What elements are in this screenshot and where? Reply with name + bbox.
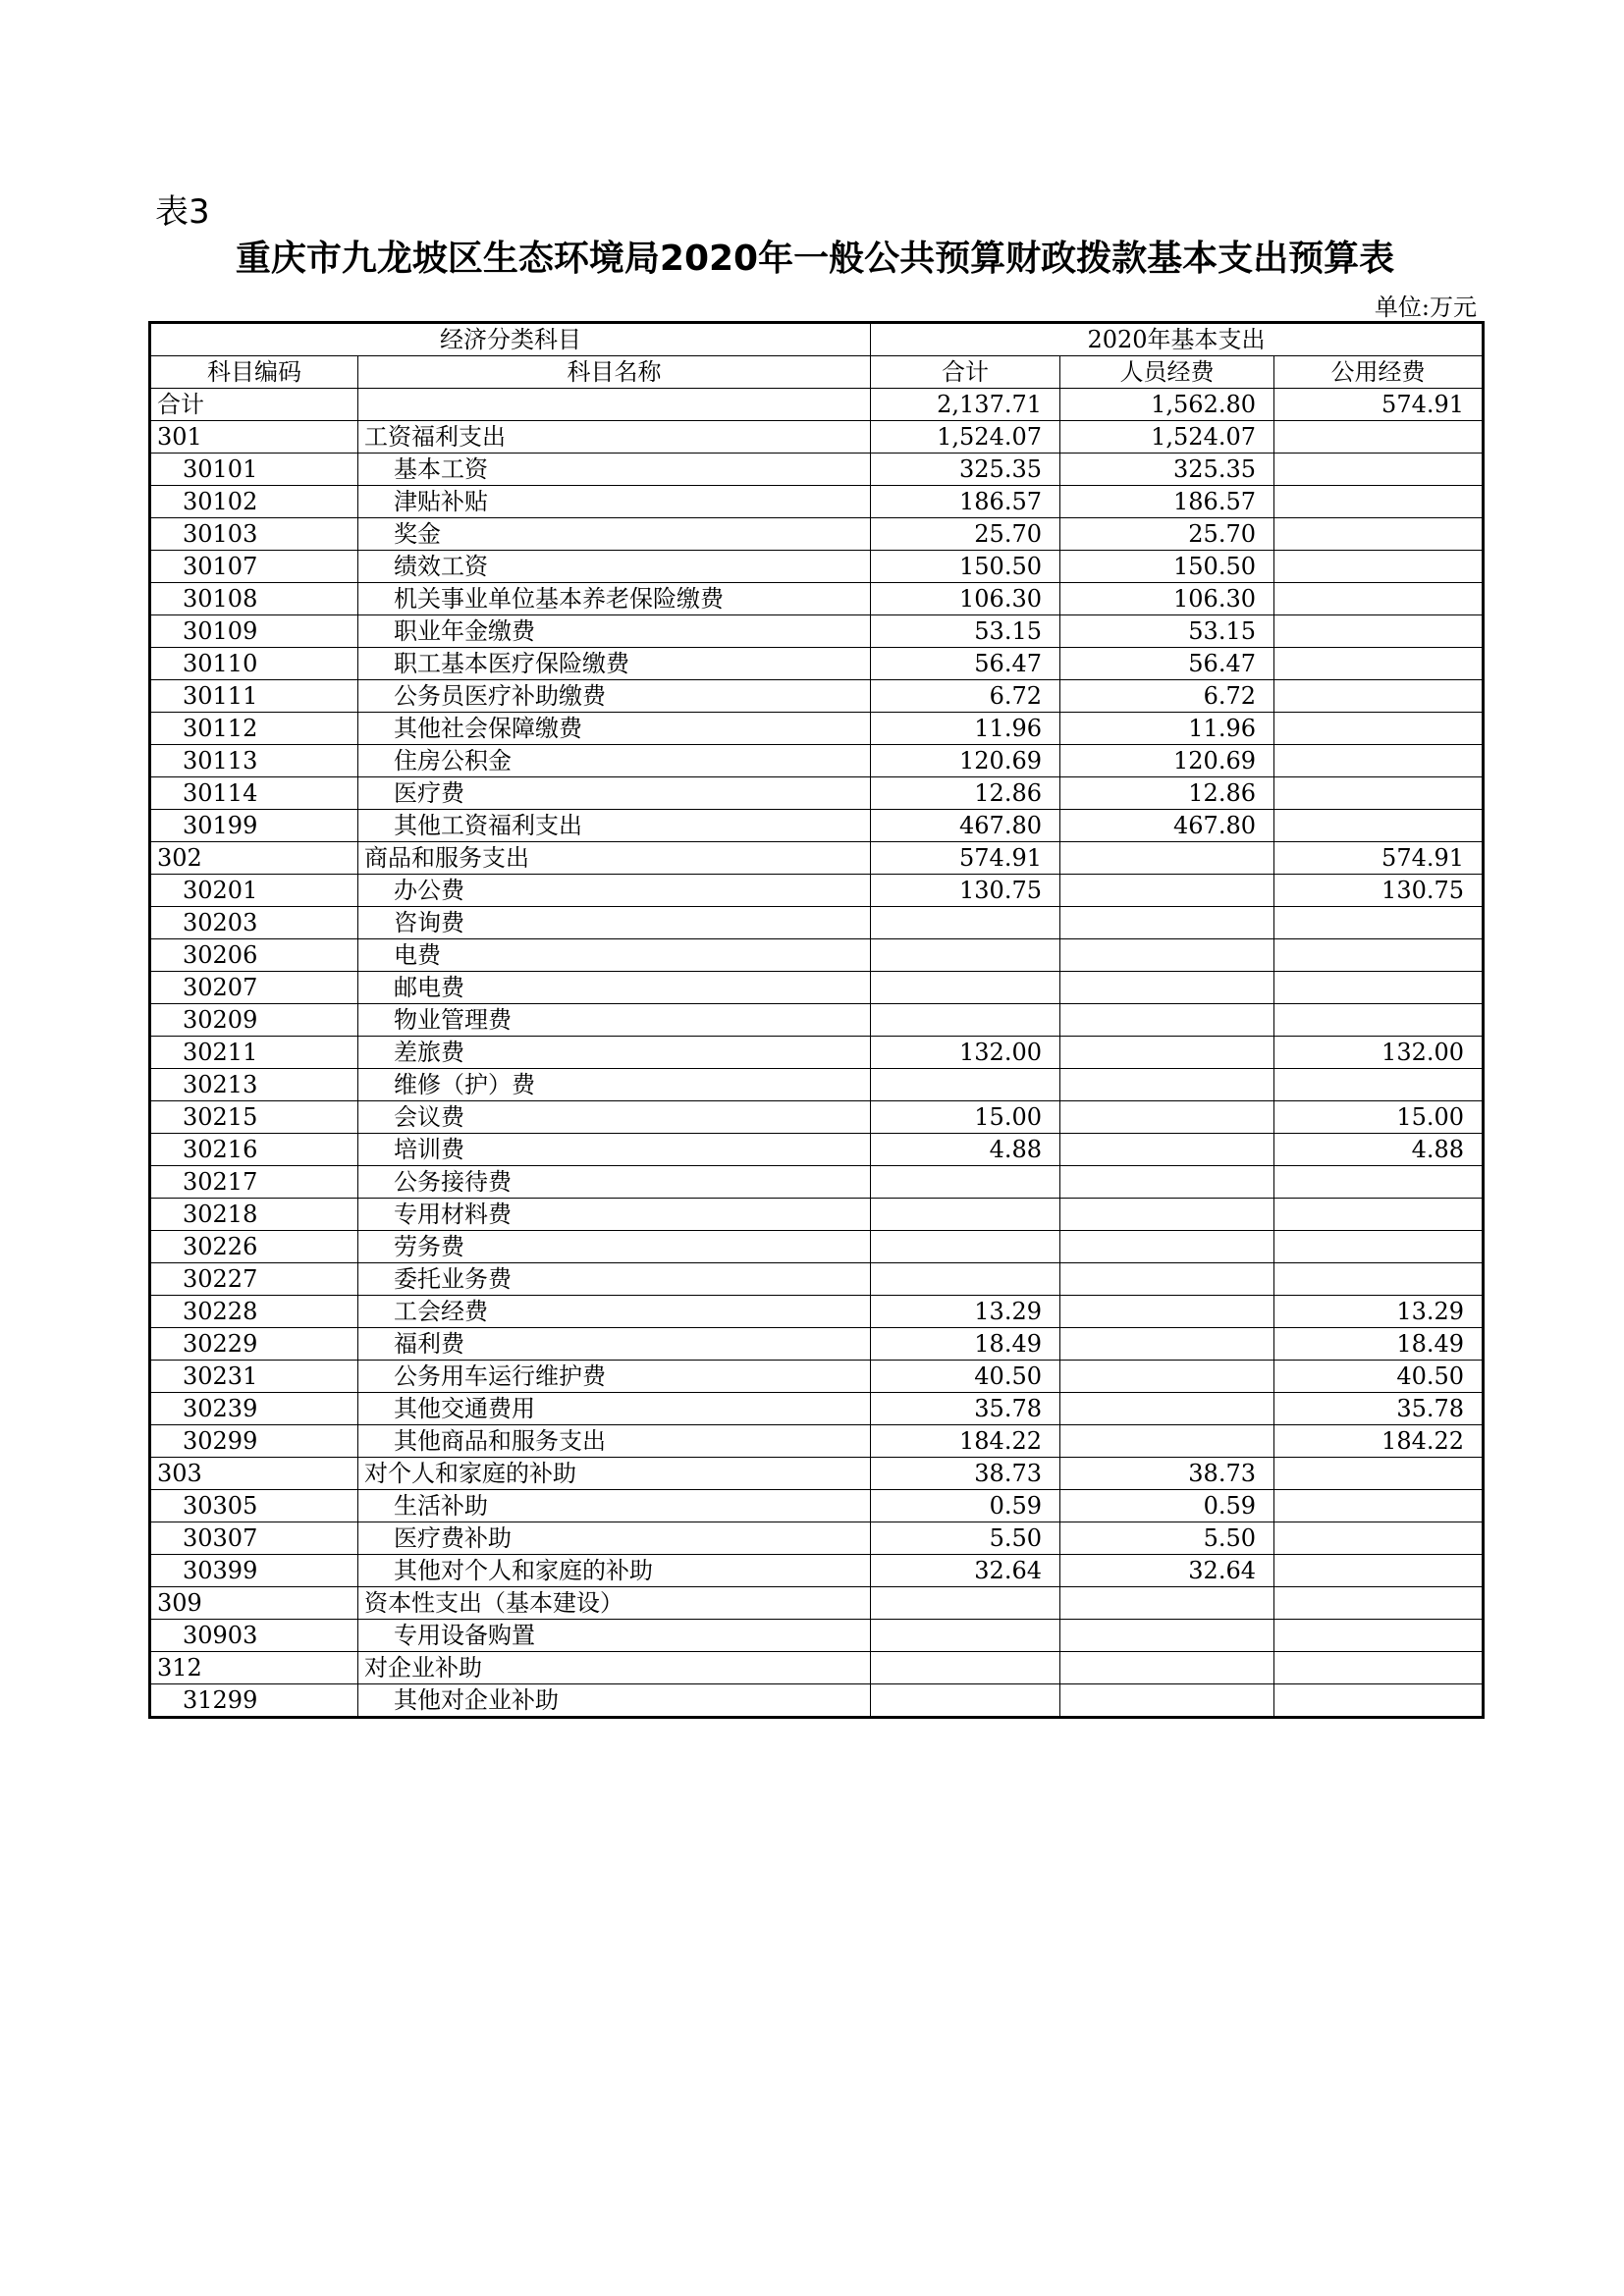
cell-personnel — [1060, 1328, 1274, 1361]
cell-total: 132.00 — [871, 1037, 1060, 1069]
table-row — [150, 1134, 1484, 1166]
cell-code: 31299 — [150, 1684, 358, 1718]
cell-public — [1274, 1004, 1484, 1037]
cell-personnel — [1060, 1652, 1274, 1684]
table-row — [150, 713, 1484, 745]
cell-personnel — [1060, 1587, 1274, 1620]
cell-personnel: 186.57 — [1060, 486, 1274, 518]
table-row — [150, 1587, 1484, 1620]
cell-code: 30231 — [150, 1361, 358, 1393]
cell-personnel: 38.73 — [1060, 1458, 1274, 1490]
cell-personnel — [1060, 875, 1274, 907]
cell-code: 30226 — [150, 1231, 358, 1263]
cell-public — [1274, 907, 1484, 939]
cell-personnel: 6.72 — [1060, 680, 1274, 713]
cell-public — [1274, 1263, 1484, 1296]
table-row — [150, 842, 1484, 875]
cell-total — [871, 1166, 1060, 1199]
cell-name: 咨询费 — [358, 907, 871, 939]
cell-personnel — [1060, 842, 1274, 875]
cell-public — [1274, 1069, 1484, 1101]
cell-public — [1274, 615, 1484, 648]
cell-public — [1274, 1620, 1484, 1652]
cell-public: 132.00 — [1274, 1037, 1484, 1069]
cell-total — [871, 1587, 1060, 1620]
cell-name: 医疗费 — [358, 777, 871, 810]
header-code: 科目编码 — [150, 356, 358, 389]
cell-total — [871, 939, 1060, 972]
cell-code: 30199 — [150, 810, 358, 842]
cell-name: 其他社会保障缴费 — [358, 713, 871, 745]
cell-total: 4.88 — [871, 1134, 1060, 1166]
header-economic-classification: 经济分类科目 — [150, 323, 871, 356]
cell-public: 15.00 — [1274, 1101, 1484, 1134]
cell-code: 30903 — [150, 1620, 358, 1652]
cell-personnel: 12.86 — [1060, 777, 1274, 810]
cell-code: 302 — [150, 842, 358, 875]
table-row — [150, 1069, 1484, 1101]
cell-personnel — [1060, 1620, 1274, 1652]
cell-code: 30113 — [150, 745, 358, 777]
cell-total: 186.57 — [871, 486, 1060, 518]
cell-code: 30218 — [150, 1199, 358, 1231]
cell-total — [871, 1652, 1060, 1684]
table-row — [150, 810, 1484, 842]
cell-public — [1274, 1490, 1484, 1522]
cell-name: 职工基本医疗保险缴费 — [358, 648, 871, 680]
table-row — [150, 1393, 1484, 1425]
cell-code: 30215 — [150, 1101, 358, 1134]
cell-code: 30103 — [150, 518, 358, 551]
cell-code: 30239 — [150, 1393, 358, 1425]
cell-public — [1274, 713, 1484, 745]
table-body — [150, 389, 1484, 1718]
cell-personnel — [1060, 1425, 1274, 1458]
cell-code: 301 — [150, 421, 358, 454]
table-row — [150, 1199, 1484, 1231]
cell-name: 委托业务费 — [358, 1263, 871, 1296]
header-basic-expenditure-2020: 2020年基本支出 — [871, 323, 1484, 356]
cell-public: 35.78 — [1274, 1393, 1484, 1425]
cell-total: 11.96 — [871, 713, 1060, 745]
header-total: 合计 — [871, 356, 1060, 389]
cell-personnel: 467.80 — [1060, 810, 1274, 842]
cell-personnel — [1060, 1361, 1274, 1393]
cell-total: 130.75 — [871, 875, 1060, 907]
cell-personnel: 5.50 — [1060, 1522, 1274, 1555]
cell-code: 30207 — [150, 972, 358, 1004]
cell-personnel — [1060, 1263, 1274, 1296]
table-row — [150, 421, 1484, 454]
cell-public: 18.49 — [1274, 1328, 1484, 1361]
cell-name: 其他对企业补助 — [358, 1684, 871, 1718]
cell-personnel — [1060, 1134, 1274, 1166]
cell-total: 15.00 — [871, 1101, 1060, 1134]
cell-total: 150.50 — [871, 551, 1060, 583]
cell-code: 30102 — [150, 486, 358, 518]
cell-code: 309 — [150, 1587, 358, 1620]
table-row — [150, 1037, 1484, 1069]
cell-name: 奖金 — [358, 518, 871, 551]
cell-personnel — [1060, 1296, 1274, 1328]
cell-name: 会议费 — [358, 1101, 871, 1134]
table-row — [150, 1361, 1484, 1393]
cell-personnel — [1060, 1004, 1274, 1037]
cell-name: 物业管理费 — [358, 1004, 871, 1037]
cell-public: 574.91 — [1274, 842, 1484, 875]
cell-name: 机关事业单位基本养老保险缴费 — [358, 583, 871, 615]
cell-total: 53.15 — [871, 615, 1060, 648]
cell-name: 其他工资福利支出 — [358, 810, 871, 842]
cell-personnel: 325.35 — [1060, 454, 1274, 486]
cell-code: 30209 — [150, 1004, 358, 1037]
cell-code: 30203 — [150, 907, 358, 939]
cell-code: 312 — [150, 1652, 358, 1684]
cell-code: 30229 — [150, 1328, 358, 1361]
cell-total: 25.70 — [871, 518, 1060, 551]
cell-personnel — [1060, 939, 1274, 972]
cell-personnel: 11.96 — [1060, 713, 1274, 745]
table-row — [150, 551, 1484, 583]
cell-name: 电费 — [358, 939, 871, 972]
cell-total — [871, 1620, 1060, 1652]
cell-public — [1274, 1166, 1484, 1199]
cell-personnel — [1060, 907, 1274, 939]
table-row — [150, 680, 1484, 713]
cell-total: 13.29 — [871, 1296, 1060, 1328]
cell-code: 30217 — [150, 1166, 358, 1199]
cell-total: 1,524.07 — [871, 421, 1060, 454]
cell-name: 工资福利支出 — [358, 421, 871, 454]
cell-public — [1274, 1587, 1484, 1620]
cell-public — [1274, 777, 1484, 810]
table-row — [150, 1684, 1484, 1718]
cell-public — [1274, 454, 1484, 486]
cell-code: 30399 — [150, 1555, 358, 1587]
cell-public — [1274, 518, 1484, 551]
cell-total: 35.78 — [871, 1393, 1060, 1425]
cell-public — [1274, 486, 1484, 518]
cell-personnel: 1,562.80 — [1060, 389, 1274, 421]
cell-personnel: 120.69 — [1060, 745, 1274, 777]
table-row — [150, 1652, 1484, 1684]
table-number: 表3 — [155, 192, 210, 232]
cell-public: 13.29 — [1274, 1296, 1484, 1328]
cell-total: 40.50 — [871, 1361, 1060, 1393]
cell-total: 120.69 — [871, 745, 1060, 777]
cell-name: 住房公积金 — [358, 745, 871, 777]
cell-personnel: 32.64 — [1060, 1555, 1274, 1587]
table-row — [150, 648, 1484, 680]
cell-public — [1274, 810, 1484, 842]
cell-code: 30112 — [150, 713, 358, 745]
cell-code: 30227 — [150, 1263, 358, 1296]
cell-name: 医疗费补助 — [358, 1522, 871, 1555]
cell-total: 574.91 — [871, 842, 1060, 875]
cell-code: 30228 — [150, 1296, 358, 1328]
cell-name: 劳务费 — [358, 1231, 871, 1263]
cell-personnel — [1060, 1231, 1274, 1263]
cell-public — [1274, 972, 1484, 1004]
cell-total: 38.73 — [871, 1458, 1060, 1490]
table-row — [150, 615, 1484, 648]
cell-name: 邮电费 — [358, 972, 871, 1004]
table-row — [150, 1263, 1484, 1296]
cell-public: 130.75 — [1274, 875, 1484, 907]
cell-personnel: 0.59 — [1060, 1490, 1274, 1522]
cell-personnel — [1060, 1199, 1274, 1231]
header-name: 科目名称 — [358, 356, 871, 389]
header-column-row — [150, 356, 1484, 389]
cell-personnel: 25.70 — [1060, 518, 1274, 551]
table-row — [150, 1555, 1484, 1587]
table-header — [150, 323, 1484, 389]
table-row — [150, 907, 1484, 939]
cell-name: 资本性支出（基本建设） — [358, 1587, 871, 1620]
header-group-row — [150, 323, 1484, 356]
cell-name: 基本工资 — [358, 454, 871, 486]
cell-name: 工会经费 — [358, 1296, 871, 1328]
cell-code: 30299 — [150, 1425, 358, 1458]
cell-public: 40.50 — [1274, 1361, 1484, 1393]
table-row — [150, 1328, 1484, 1361]
cell-total: 106.30 — [871, 583, 1060, 615]
cell-name: 福利费 — [358, 1328, 871, 1361]
cell-total: 56.47 — [871, 648, 1060, 680]
budget-table — [148, 321, 1485, 1719]
table-row — [150, 1101, 1484, 1134]
cell-public — [1274, 1684, 1484, 1718]
cell-name: 公务员医疗补助缴费 — [358, 680, 871, 713]
cell-name: 绩效工资 — [358, 551, 871, 583]
cell-total — [871, 1004, 1060, 1037]
cell-code: 30101 — [150, 454, 358, 486]
table-row — [150, 1425, 1484, 1458]
cell-name: 公务用车运行维护费 — [358, 1361, 871, 1393]
cell-total: 6.72 — [871, 680, 1060, 713]
cell-name: 对个人和家庭的补助 — [358, 1458, 871, 1490]
cell-code: 30213 — [150, 1069, 358, 1101]
cell-public — [1274, 680, 1484, 713]
cell-personnel — [1060, 1166, 1274, 1199]
cell-name: 公务接待费 — [358, 1166, 871, 1199]
cell-personnel — [1060, 1069, 1274, 1101]
cell-personnel — [1060, 1037, 1274, 1069]
cell-name — [358, 389, 871, 421]
cell-public — [1274, 648, 1484, 680]
cell-name: 专用材料费 — [358, 1199, 871, 1231]
cell-personnel — [1060, 1684, 1274, 1718]
cell-total: 2,137.71 — [871, 389, 1060, 421]
cell-public: 184.22 — [1274, 1425, 1484, 1458]
cell-name: 其他交通费用 — [358, 1393, 871, 1425]
table-row — [150, 454, 1484, 486]
cell-public — [1274, 1458, 1484, 1490]
cell-code: 30111 — [150, 680, 358, 713]
cell-code: 30107 — [150, 551, 358, 583]
table-row — [150, 1166, 1484, 1199]
table-row — [150, 1296, 1484, 1328]
header-public: 公用经费 — [1274, 356, 1484, 389]
cell-code: 30114 — [150, 777, 358, 810]
cell-total — [871, 907, 1060, 939]
cell-public — [1274, 421, 1484, 454]
cell-total: 18.49 — [871, 1328, 1060, 1361]
cell-total: 5.50 — [871, 1522, 1060, 1555]
cell-code: 30108 — [150, 583, 358, 615]
cell-personnel: 106.30 — [1060, 583, 1274, 615]
table-row — [150, 875, 1484, 907]
cell-public — [1274, 551, 1484, 583]
cell-public — [1274, 583, 1484, 615]
table-row — [150, 1522, 1484, 1555]
cell-name: 差旅费 — [358, 1037, 871, 1069]
cell-name: 培训费 — [358, 1134, 871, 1166]
table-row — [150, 777, 1484, 810]
cell-code: 30307 — [150, 1522, 358, 1555]
cell-total — [871, 1199, 1060, 1231]
table-row — [150, 389, 1484, 421]
cell-total: 184.22 — [871, 1425, 1060, 1458]
cell-total: 325.35 — [871, 454, 1060, 486]
cell-total — [871, 972, 1060, 1004]
cell-code: 30201 — [150, 875, 358, 907]
cell-code: 合计 — [150, 389, 358, 421]
cell-total — [871, 1684, 1060, 1718]
cell-personnel: 53.15 — [1060, 615, 1274, 648]
cell-code: 30216 — [150, 1134, 358, 1166]
cell-personnel — [1060, 1393, 1274, 1425]
cell-personnel: 150.50 — [1060, 551, 1274, 583]
cell-code: 30211 — [150, 1037, 358, 1069]
table-row — [150, 972, 1484, 1004]
cell-code: 30206 — [150, 939, 358, 972]
cell-personnel: 1,524.07 — [1060, 421, 1274, 454]
cell-total: 0.59 — [871, 1490, 1060, 1522]
cell-name: 津贴补贴 — [358, 486, 871, 518]
cell-name: 其他对个人和家庭的补助 — [358, 1555, 871, 1587]
cell-public — [1274, 1231, 1484, 1263]
cell-public — [1274, 1522, 1484, 1555]
cell-public — [1274, 1199, 1484, 1231]
cell-total: 12.86 — [871, 777, 1060, 810]
cell-name: 商品和服务支出 — [358, 842, 871, 875]
table-row — [150, 1490, 1484, 1522]
cell-code: 303 — [150, 1458, 358, 1490]
cell-public — [1274, 745, 1484, 777]
cell-code: 30305 — [150, 1490, 358, 1522]
cell-name: 专用设备购置 — [358, 1620, 871, 1652]
cell-code: 30109 — [150, 615, 358, 648]
cell-total: 32.64 — [871, 1555, 1060, 1587]
table-row — [150, 518, 1484, 551]
cell-name: 对企业补助 — [358, 1652, 871, 1684]
table-row — [150, 1004, 1484, 1037]
cell-name: 职业年金缴费 — [358, 615, 871, 648]
cell-personnel: 56.47 — [1060, 648, 1274, 680]
document-title: 重庆市九龙坡区生态环境局2020年一般公共预算财政拨款基本支出预算表 — [235, 239, 1395, 279]
unit-label: 单位:万元 — [1374, 294, 1477, 321]
cell-public — [1274, 1652, 1484, 1684]
cell-public — [1274, 1555, 1484, 1587]
cell-public: 4.88 — [1274, 1134, 1484, 1166]
cell-public — [1274, 939, 1484, 972]
cell-name: 维修（护）费 — [358, 1069, 871, 1101]
table-row — [150, 1620, 1484, 1652]
cell-total: 467.80 — [871, 810, 1060, 842]
cell-total — [871, 1231, 1060, 1263]
table-row — [150, 745, 1484, 777]
table-row — [150, 1458, 1484, 1490]
cell-name: 办公费 — [358, 875, 871, 907]
cell-name: 生活补助 — [358, 1490, 871, 1522]
table-row — [150, 939, 1484, 972]
table-row — [150, 486, 1484, 518]
cell-personnel — [1060, 1101, 1274, 1134]
cell-personnel — [1060, 972, 1274, 1004]
cell-total — [871, 1069, 1060, 1101]
cell-name: 其他商品和服务支出 — [358, 1425, 871, 1458]
table-row — [150, 1231, 1484, 1263]
header-personnel: 人员经费 — [1060, 356, 1274, 389]
cell-public: 574.91 — [1274, 389, 1484, 421]
cell-total — [871, 1263, 1060, 1296]
table-row — [150, 583, 1484, 615]
cell-code: 30110 — [150, 648, 358, 680]
